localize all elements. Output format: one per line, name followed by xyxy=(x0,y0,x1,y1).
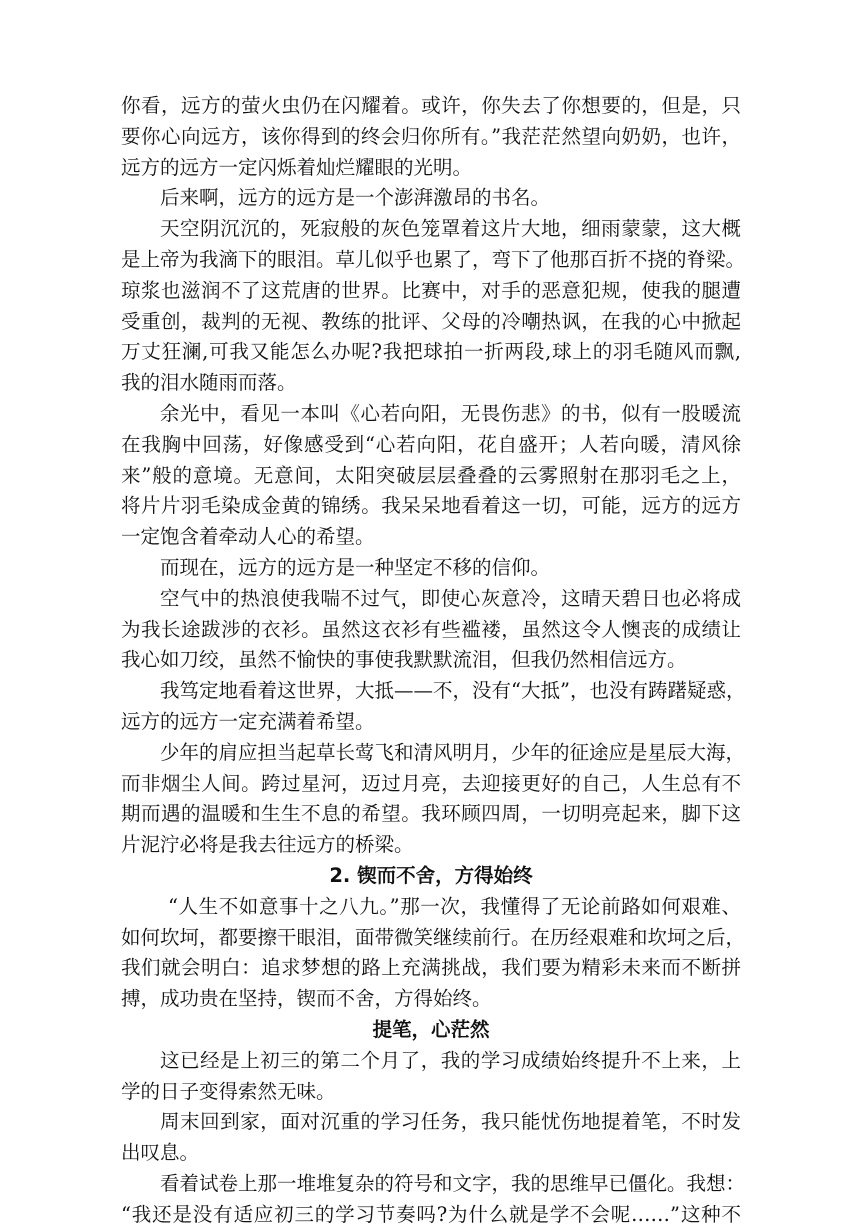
text-line: 期而遇的温暖和生生不息的希望。我环顾四周，一切明亮起来，脚下这 xyxy=(121,802,741,826)
text-line: 余光中，看见一本叫《心若向阳，无畏伤悲》的书，似有一股暖流 xyxy=(160,401,741,425)
text-line: 而现在，远方的远方是一种坚定不移的信仰。 xyxy=(160,555,551,579)
text-line: “我还是没有适应初三的学习节奏吗?为什么就是学不会呢……”这种不 xyxy=(121,1202,741,1226)
text-line: 这已经是上初三的第二个月了，我的学习成绩始终提升不上来，上 xyxy=(160,1048,741,1072)
text-line: 我心如刀绞，虽然不愉快的事使我默默流泪，但我仍然相信远方。 xyxy=(121,648,687,672)
text-line: 为我长途跋涉的衣衫。虽然这衣衫有些褴褛，虽然这令人懊丧的成绩让 xyxy=(121,617,741,641)
text-line: 如何坎坷，都要擦干眼泪，面带微笑继续前行。在历经艰难和坎坷之后， xyxy=(121,925,746,949)
text-line: 搏，成功贵在坚持，锲而不舍，方得始终。 xyxy=(121,987,492,1011)
text-line: 我们就会明白：追求梦想的路上充满挑战，我们要为精彩未来而不断拼 xyxy=(121,956,741,980)
document-page xyxy=(121,91,746,1230)
text-line: 远方的远方一定充满着希望。 xyxy=(121,709,375,733)
text-line: 要你心向远方，该你得到的终会归你所有。”我茫茫然望向奶奶，也许， xyxy=(121,124,741,148)
text-line: 周末回到家，面对沉重的学习任务，我只能忧伤地提着笔，不时发 xyxy=(160,1110,741,1134)
text-line: 空气中的热浪使我喘不过气，即使心灰意冷，这晴天碧日也必将成 xyxy=(160,586,741,610)
text-line: 片泥泞必将是我去往远方的桥梁。 xyxy=(121,833,414,857)
text-line: 我笃定地看着这世界，大抵——不，没有“大抵”，也没有踌躇疑惑， xyxy=(160,679,746,703)
text-line: 来”般的意境。无意间，太阳突破层层叠叠的云雾照射在那羽毛之上， xyxy=(121,463,741,487)
text-line: 是上帝为我滴下的眼泪。草儿似乎也累了，弯下了他那百折不挠的脊梁。 xyxy=(121,247,746,271)
text-line: “人生不如意事十之八九。”那一次，我懂得了无论前路如何艰难、 xyxy=(168,894,741,918)
text-line: 后来啊，远方的远方是一个澎湃激昂的书名。 xyxy=(160,186,551,210)
text-line: 你看，远方的萤火虫仍在闪耀着。或许，你失去了你想要的，但是，只 xyxy=(121,94,741,117)
text-line: 一定饱含着牵动人心的希望。 xyxy=(121,525,375,549)
text-line: 琼浆也滋润不了这荒唐的世界。比赛中，对手的恶意犯规，使我的腿遭 xyxy=(121,278,741,302)
text-line: 看着试卷上那一堆堆复杂的符号和文字，我的思维早已僵化。我想： xyxy=(160,1171,746,1195)
text-line: 而非烟尘人间。跨过星河，迈过月亮，去迎接更好的自己，人生总有不 xyxy=(121,771,741,795)
text-line: 在我胸中回荡，好像感受到“心若向阳，花自盛开；人若向暖，清风徐 xyxy=(121,432,741,456)
text-line: 天空阴沉沉的，死寂般的灰色笼罩着这片大地，细雨蒙蒙，这大概 xyxy=(160,217,741,241)
text-line: 出叹息。 xyxy=(121,1141,200,1165)
text-line: 少年的肩应担当起草长莺飞和清风明月，少年的征途应是星辰大海， xyxy=(160,740,746,764)
text-line: 我的泪水随雨而落。 xyxy=(121,371,297,395)
text-line: 学的日子变得索然无味。 xyxy=(121,1079,336,1103)
text-line: 受重创，裁判的无视、教练的批评、父母的冷嘲热讽，在我的心中掀起 xyxy=(121,309,741,333)
text-line: 万丈狂澜,可我又能怎么办呢?我把球拍一折两段,球上的羽毛随风而飘, xyxy=(121,340,741,364)
section-heading: 2. 锲而不舍，方得始终 xyxy=(329,863,533,887)
essay-title: 提笔，心茫然 xyxy=(372,1017,490,1041)
text-line: 远方的远方一定闪烁着灿烂耀眼的光明。 xyxy=(121,155,473,179)
text-line: 将片片羽毛染成金黄的锦绣。我呆呆地看着这一切，可能，远方的远方 xyxy=(121,494,741,518)
